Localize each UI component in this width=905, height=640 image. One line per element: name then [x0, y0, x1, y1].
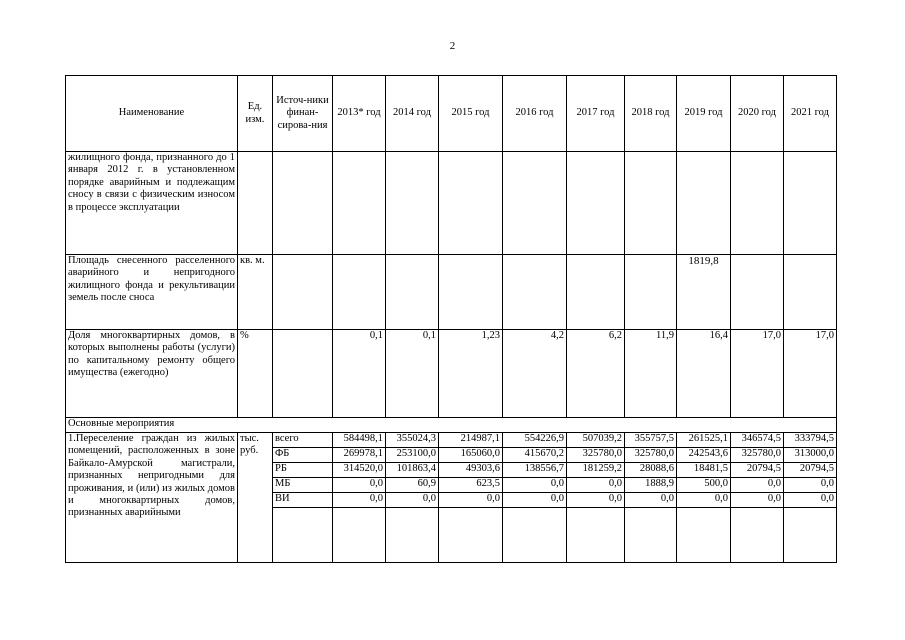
- row-value: [784, 152, 837, 255]
- source-value: 0,0: [784, 478, 837, 493]
- row-unit: [238, 152, 273, 255]
- row-value: [503, 152, 567, 255]
- measure-name: 1.Переселение граждан из жилых помещений, расположенных в зоне Байкало-Амурской магистрали, признанных непригодными для проживания, и (или) из жилых домов и многоквартирных домов, признанных аварийными: [66, 433, 238, 563]
- row-unit: %: [238, 330, 273, 418]
- source-value: 0,0: [567, 478, 625, 493]
- row-source: [273, 255, 333, 330]
- row-value: [439, 255, 503, 330]
- source-value: 0,0: [625, 493, 677, 508]
- source-value: 0,0: [567, 493, 625, 508]
- row-value: 0,1: [333, 330, 386, 418]
- row-value: 17,0: [784, 330, 837, 418]
- source-value: 325780,0: [731, 448, 784, 463]
- row-value: 1819,8: [677, 255, 731, 330]
- source-value: 507039,2: [567, 433, 625, 448]
- source-value: 0,0: [731, 478, 784, 493]
- row-value: 1,23: [439, 330, 503, 418]
- source-label: всего: [273, 433, 333, 448]
- source-value: 28088,6: [625, 463, 677, 478]
- source-value: 20794,5: [731, 463, 784, 478]
- header-year: 2019 год: [677, 76, 731, 152]
- row-value: [439, 152, 503, 255]
- row-value: [386, 152, 439, 255]
- source-value: 181259,2: [567, 463, 625, 478]
- row-value: [731, 255, 784, 330]
- header-name: Наименование: [66, 76, 238, 152]
- page-number: 2: [449, 40, 456, 52]
- source-value: 0,0: [677, 493, 731, 508]
- source-value: 138556,7: [503, 463, 567, 478]
- source-value: 0,0: [386, 493, 439, 508]
- source-value: 261525,1: [677, 433, 731, 448]
- source-value: 165060,0: [439, 448, 503, 463]
- source-value: 18481,5: [677, 463, 731, 478]
- row-value: [677, 152, 731, 255]
- measure-unit: тыс. руб.: [238, 433, 273, 563]
- source-label: ФБ: [273, 448, 333, 463]
- header-unit: Ед. изм.: [238, 76, 273, 152]
- row-value: [731, 152, 784, 255]
- row-value: 17,0: [731, 330, 784, 418]
- source-value: 325780,0: [567, 448, 625, 463]
- row-value: 0,1: [386, 330, 439, 418]
- header-year: 2021 год: [784, 76, 837, 152]
- source-value: 313000,0: [784, 448, 837, 463]
- row-value: [625, 255, 677, 330]
- source-value: 623,5: [439, 478, 503, 493]
- row-value: [333, 152, 386, 255]
- source-label: РБ: [273, 463, 333, 478]
- row-value: [784, 255, 837, 330]
- row-value: [567, 152, 625, 255]
- source-value: 355024,3: [386, 433, 439, 448]
- source-value: 500,0: [677, 478, 731, 493]
- source-value: 554226,9: [503, 433, 567, 448]
- row-value: 6,2: [567, 330, 625, 418]
- table-row: [66, 255, 837, 330]
- source-value: 333794,5: [784, 433, 837, 448]
- row-name: Доля многоквартирных домов, в которых выполнены работы (услуги) по капитальному ремонту общего имущества (ежегодно): [66, 330, 238, 418]
- header-year: 2014 год: [386, 76, 439, 152]
- row-value: [333, 255, 386, 330]
- source-value: 242543,6: [677, 448, 731, 463]
- row-source: [273, 152, 333, 255]
- header-row: [66, 76, 837, 152]
- header-year: 2020 год: [731, 76, 784, 152]
- section-title: Основные мероприятия: [66, 418, 837, 433]
- source-value: 415670,2: [503, 448, 567, 463]
- row-value: [386, 255, 439, 330]
- source-value: 60,9: [386, 478, 439, 493]
- source-value: 584498,1: [333, 433, 386, 448]
- row-name: жилищного фонда, признанного до 1 января 2012 г. в установленном порядке аварийным и подлежащим сносу в связи с физическим износом в процессе эксплуатации: [66, 152, 238, 255]
- source-label: МБ: [273, 478, 333, 493]
- source-label: ВИ: [273, 493, 333, 508]
- row-unit: кв. м.: [238, 255, 273, 330]
- header-source: Источ-ники финан-сирова-ния: [273, 76, 333, 152]
- header-year: 2016 год: [503, 76, 567, 152]
- source-value: 346574,5: [731, 433, 784, 448]
- source-value: 355757,5: [625, 433, 677, 448]
- row-name: Площадь снесенного расселенного аварийного и непригодного жилищного фонда и рекультивации земель после сноса: [66, 255, 238, 330]
- table-row: [66, 152, 837, 255]
- section-row: [66, 418, 837, 433]
- source-value: 0,0: [784, 493, 837, 508]
- row-value: [567, 255, 625, 330]
- source-value: 214987,1: [439, 433, 503, 448]
- table-row: [66, 330, 837, 418]
- header-year: 2013* год: [333, 76, 386, 152]
- source-value: 101863,4: [386, 463, 439, 478]
- source-value: 253100,0: [386, 448, 439, 463]
- row-value: [625, 152, 677, 255]
- header-year: 2015 год: [439, 76, 503, 152]
- row-value: 4,2: [503, 330, 567, 418]
- source-value: 0,0: [731, 493, 784, 508]
- row-value: 16,4: [677, 330, 731, 418]
- source-value: 325780,0: [625, 448, 677, 463]
- row-source: [273, 330, 333, 418]
- source-value: 0,0: [439, 493, 503, 508]
- source-value: 20794,5: [784, 463, 837, 478]
- source-value: 269978,1: [333, 448, 386, 463]
- row-value: 11,9: [625, 330, 677, 418]
- source-value: 0,0: [333, 478, 386, 493]
- source-value: 314520,0: [333, 463, 386, 478]
- indicators-table: [65, 75, 837, 563]
- source-value: 1888,9: [625, 478, 677, 493]
- row-value: [503, 255, 567, 330]
- source-value: 0,0: [503, 478, 567, 493]
- header-year: 2018 год: [625, 76, 677, 152]
- source-value: 0,0: [503, 493, 567, 508]
- source-value: 49303,6: [439, 463, 503, 478]
- table-row: [66, 433, 837, 448]
- source-value: 0,0: [333, 493, 386, 508]
- header-year: 2017 год: [567, 76, 625, 152]
